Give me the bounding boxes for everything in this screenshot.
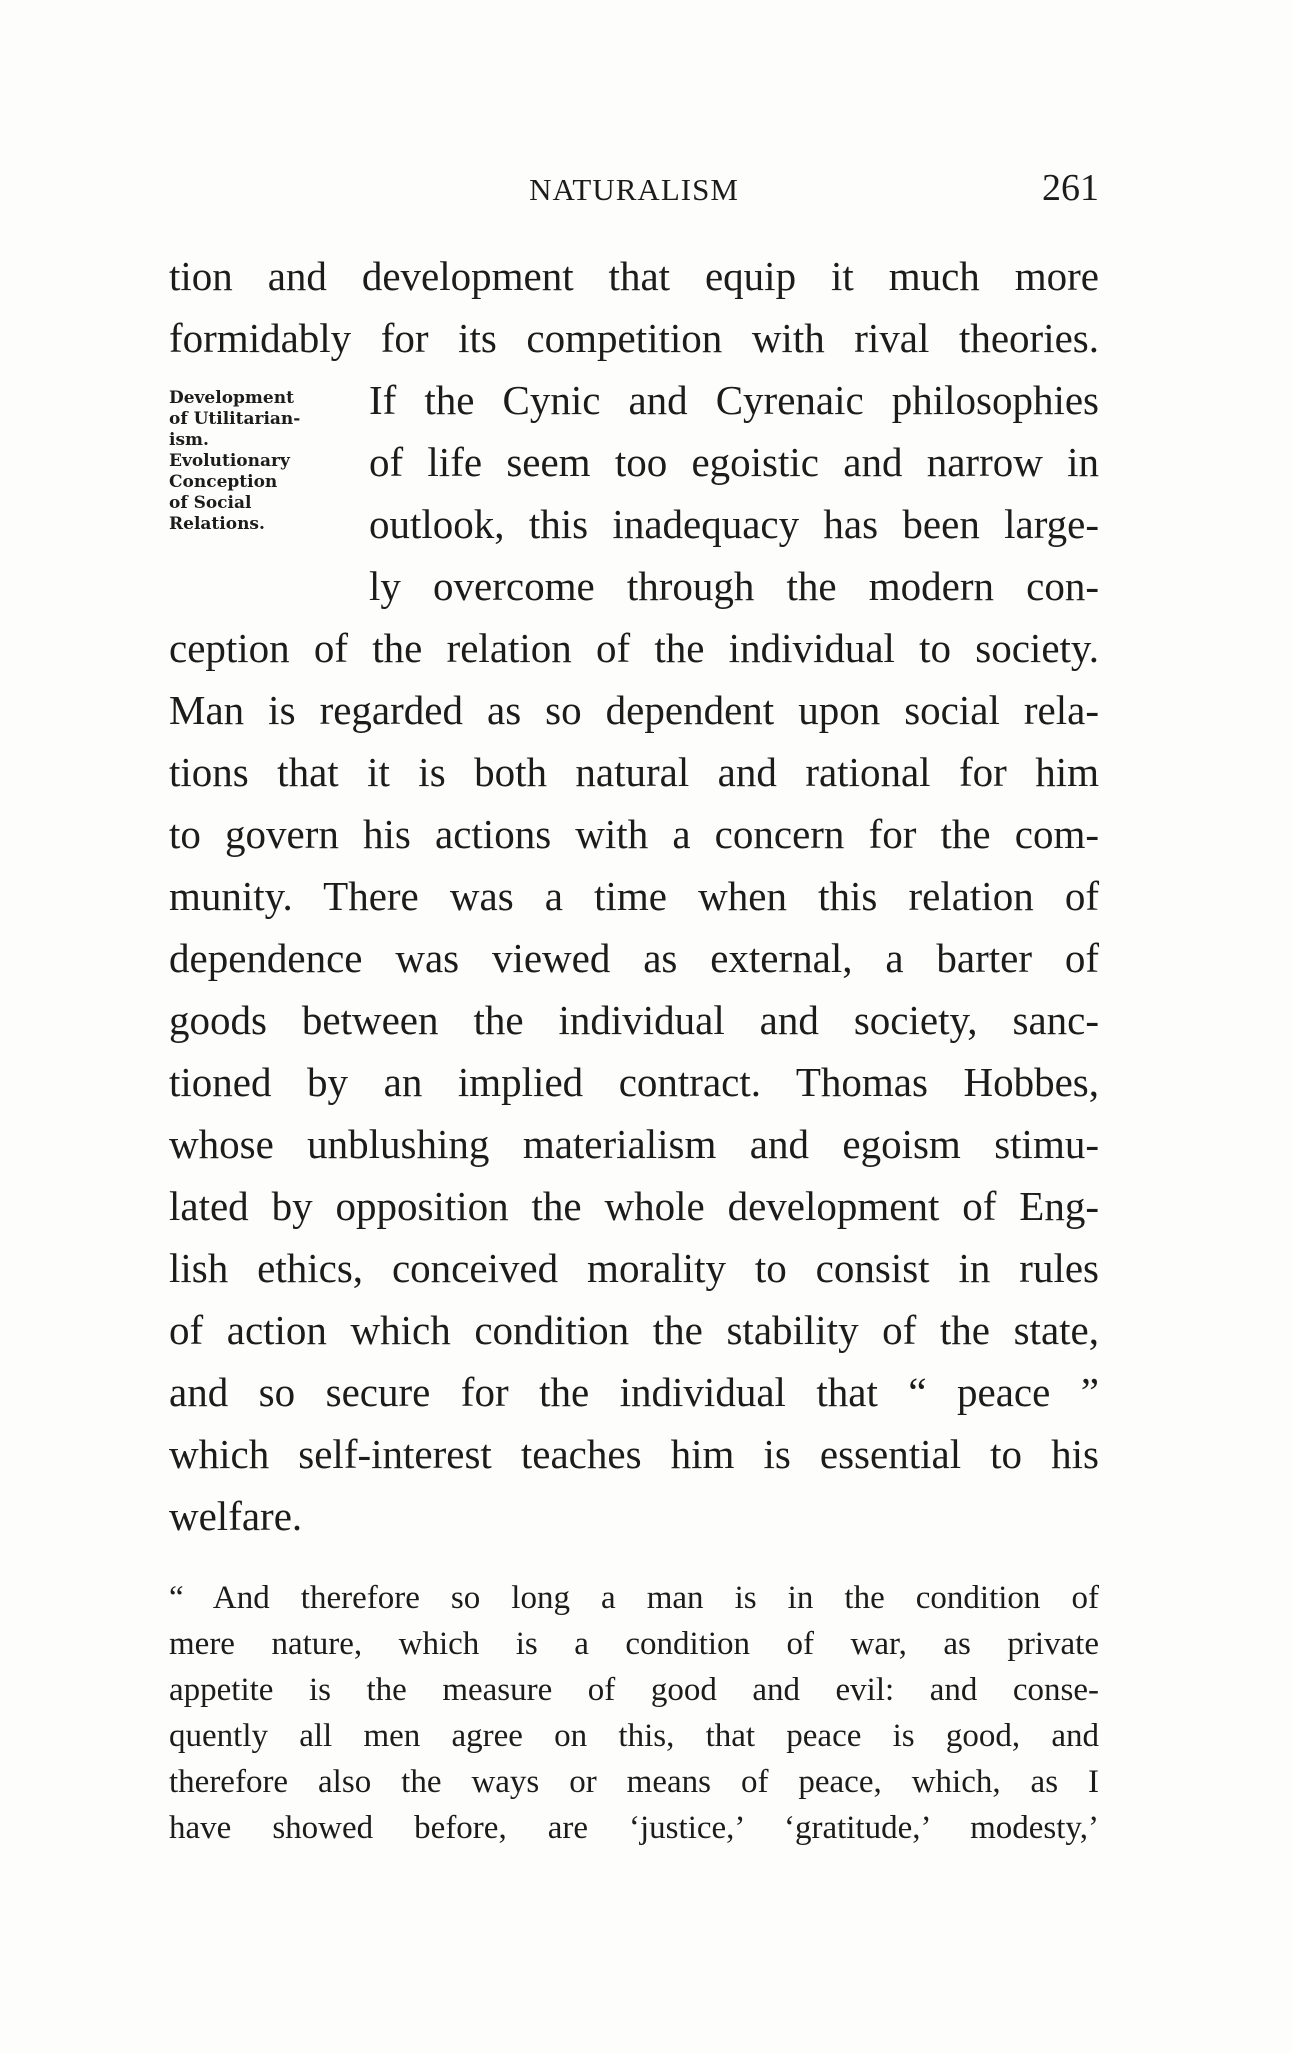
body-line: to govern his actions with a concern for the com- — [169, 811, 1099, 857]
marginal-note-line: ism. — [169, 430, 209, 450]
body-line: goods between the individual and society, sanc- — [169, 997, 1099, 1043]
body-line: tioned by an implied contract. Thomas Hobbes, — [169, 1059, 1099, 1105]
marginal-note-line: Development — [169, 388, 294, 408]
marginal-note-line: of Utilitarian- — [169, 409, 301, 429]
body-line: ly overcome through the modern con- — [369, 563, 1099, 609]
running-head: NATURALISM — [529, 172, 739, 207]
marginal-note — [169, 388, 359, 535]
body-line: welfare. — [169, 1493, 303, 1539]
body-line: tions that it is both natural and rational for him — [169, 749, 1099, 795]
marginal-note-line: of Social — [169, 493, 252, 513]
body-line: and so secure for the individual that “ peace ” — [169, 1369, 1099, 1415]
body-line: dependence was viewed as external, a barter of — [169, 935, 1099, 981]
body-line: ception of the relation of the individual to society. — [169, 625, 1099, 671]
body-line: lated by opposition the whole development of Eng- — [169, 1183, 1099, 1229]
body-line: munity. There was a time when this relation of — [169, 873, 1099, 919]
quote-line: therefore also the ways or means of peace, which, as I — [169, 1764, 1099, 1800]
page-header — [169, 167, 1099, 222]
marginal-note-line: Conception — [169, 472, 278, 492]
body-line: If the Cynic and Cyrenaic philosophies — [369, 377, 1099, 423]
body-line: of life seem too egoistic and narrow in — [369, 439, 1099, 485]
quote-line: “ And therefore so long a man is in the condition of — [169, 1580, 1099, 1616]
body-line: Man is regarded as so dependent upon social rela- — [169, 687, 1099, 733]
body-line: outlook, this inadequacy has been large- — [369, 501, 1099, 547]
body-line: of action which condition the stability of the state, — [169, 1307, 1099, 1353]
body-line: tion and development that equip it much more — [169, 253, 1099, 299]
quote-line: quently all men agree on this, that peace is good, and — [169, 1718, 1099, 1754]
quote-line: mere nature, which is a condition of war, as private — [169, 1626, 1099, 1662]
marginal-note-line: Relations. — [169, 514, 265, 534]
body-line: lish ethics, conceived morality to consist in rules — [169, 1245, 1099, 1291]
body-line: which self-interest teaches him is essential to his — [169, 1431, 1099, 1477]
quote-line: have showed before, are ‘justice,’ ‘gratitude,’ modesty,’ — [169, 1810, 1099, 1846]
marginal-note-line: Evolutionary — [169, 451, 290, 471]
quote-line: appetite is the measure of good and evil: and conse- — [169, 1672, 1099, 1708]
page-number: 261 — [1042, 167, 1099, 209]
body-line: whose unblushing materialism and egoism stimu- — [169, 1121, 1099, 1167]
body-line: formidably for its competition with rival theories. — [169, 315, 1099, 361]
